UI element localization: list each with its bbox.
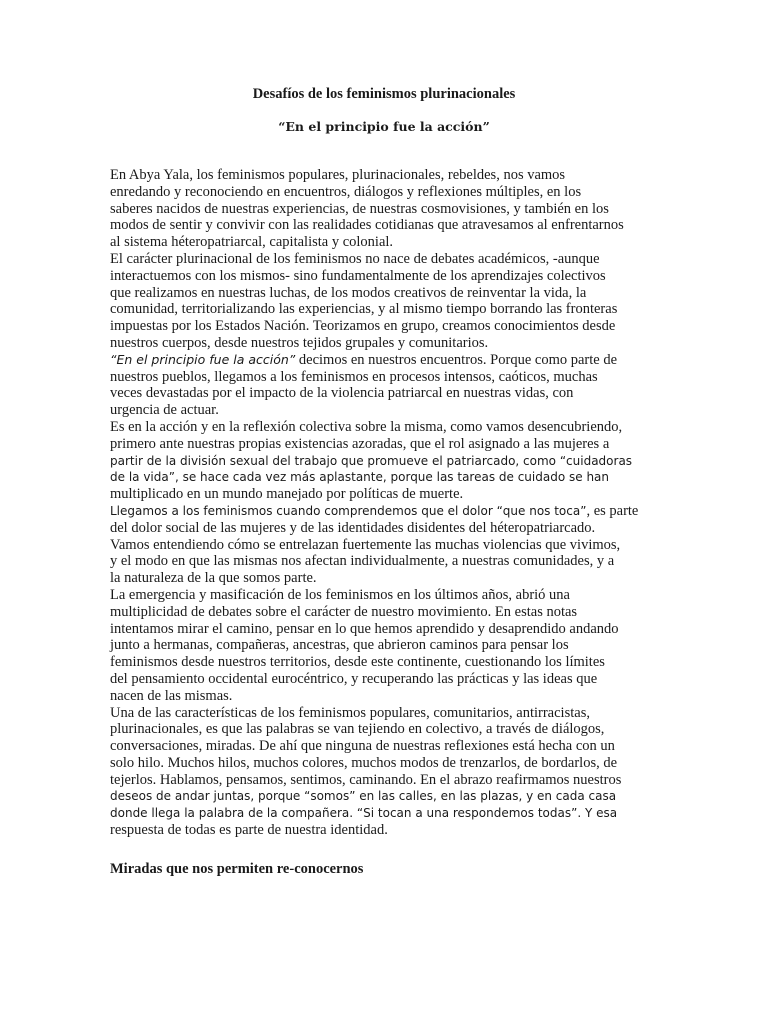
italic-quote: “En el principio fue la acción” bbox=[110, 351, 296, 367]
body-line-quote bbox=[110, 352, 670, 369]
body-line: Una de las características de los feminismos populares, comunitarios, antirracistas, bbox=[110, 704, 590, 721]
body-line: modos de sentir y convivir con las realidades cotidianas que atravesamos al enfrentarnos bbox=[110, 217, 624, 234]
body-line: nacen de las mismas. bbox=[110, 687, 233, 704]
body-text bbox=[110, 167, 670, 839]
body-line: conversaciones, miradas. De ahí que ninguna de nuestras reflexiones está hecha con un bbox=[110, 738, 615, 755]
body-line: Vamos entendiendo cómo se entrelazan fuertemente las muchas violencias que vivimos, bbox=[110, 536, 621, 553]
body-line: En Abya Yala, los feminismos populares, plurinacionales, rebeldes, nos vamos bbox=[110, 167, 566, 183]
body-line: respuesta de todas es parte de nuestra identidad. bbox=[110, 822, 388, 839]
body-line: interactuemos con los mismos- sino fundamentalmente de los aprendizajes colectivos bbox=[110, 267, 606, 284]
body-line: deseos de andar juntas, porque “somos” en las calles, en las plazas, y en cada casa bbox=[110, 789, 617, 804]
segment-continuation: , es parte bbox=[586, 502, 639, 519]
body-line: y el modo en que las mismas nos afectan individualmente, a nuestras comunidades, y a bbox=[110, 553, 615, 570]
body-line: de la vida”, se hace cada vez más aplastante, porque las tareas de cuidado se han bbox=[110, 470, 610, 485]
quote-continuation: decimos en nuestros encuentros. Porque como parte de bbox=[295, 351, 618, 368]
body-line: partir de la división sexual del trabajo que promueve el patriarcado, como “cuidadoras bbox=[110, 453, 633, 468]
document-title: Desafíos de los feminismos plurinacionales bbox=[252, 86, 516, 102]
alt-font-segment: Llegamos a los feminismos cuando comprendemos que el dolor “que nos toca” bbox=[110, 503, 587, 518]
body-line: que realizamos en nuestras luchas, de los modos creativos de reinventar la vida, la bbox=[110, 284, 587, 301]
body-line: multiplicidad de debates sobre el carácter de nuestro movimiento. En estas notas bbox=[110, 603, 578, 620]
body-line: solo hilo. Muchos hilos, muchos colores, muchos modos de trenzarlos, de bordarlos, de bbox=[110, 754, 618, 771]
body-line: junto a hermanas, compañeras, ancestras, que abrieron caminos para pensar los bbox=[110, 637, 569, 654]
body-line: del pensamiento occidental eurocéntrico, y recuperando las prácticas y las ideas que bbox=[110, 670, 598, 687]
body-line: primero ante nuestras propias existencias azoradas, que el rol asignado a las mujeres a bbox=[110, 435, 610, 452]
body-line: del dolor social de las mujeres y de las identidades disidentes del héteropatriarcado. bbox=[110, 519, 596, 536]
body-line: multiplicado en un mundo manejado por políticas de muerte. bbox=[110, 486, 464, 503]
body-line: tejerlos. Hablamos, pensamos, sentimos, caminando. En el abrazo reafirmamos nuestros bbox=[110, 771, 622, 788]
body-line-mixed bbox=[110, 503, 670, 520]
body-line: plurinacionales, es que las palabras se van tejiendo en colectivo, a través de diálogos, bbox=[110, 721, 605, 738]
body-line: enredando y reconociendo en encuentros, diálogos y reflexiones múltiples, en los bbox=[110, 183, 582, 200]
body-line: urgencia de actuar. bbox=[110, 402, 219, 419]
body-line: impuestas por los Estados Nación. Teorizamos en grupo, creamos conocimientos desde bbox=[110, 318, 616, 335]
body-line: donde llega la palabra de la compañera. “Si tocan a una respondemos todas”. Y esa bbox=[110, 806, 618, 821]
body-line: El carácter plurinacional de los feminismos no nace de debates académicos, -aunque bbox=[110, 250, 600, 267]
body-line: saberes nacidos de nuestras experiencias, de nuestras cosmovisiones, y también en los bbox=[110, 200, 609, 217]
body-line: Es en la acción y en la reflexión colectiva sobre la misma, como vamos desencubriendo, bbox=[110, 418, 623, 435]
body-line: nuestros pueblos, llegamos a los feminismos en procesos intensos, caóticos, muchas bbox=[110, 368, 598, 385]
body-line: al sistema héteropatriarcal, capitalista y colonial. bbox=[110, 234, 394, 251]
body-line: nuestros cuerpos, desde nuestros tejidos grupales y comunitarios. bbox=[110, 334, 489, 351]
body-line: La emergencia y masificación de los feminismos en los últimos años, abrió una bbox=[110, 586, 570, 603]
document-subtitle: “En el principio fue la acción” bbox=[278, 119, 490, 134]
body-line: feminismos desde nuestros territorios, desde este continente, cuestionando los límites bbox=[110, 654, 605, 671]
body-line: la naturaleza de la que somos parte. bbox=[110, 570, 317, 587]
body-line: comunidad, territorializando las experiencias, y al mismo tiempo borrando las fronteras bbox=[110, 301, 618, 318]
section-heading: Miradas que nos permiten re-conocernos bbox=[110, 861, 364, 877]
body-line: intentamos mirar el camino, pensar en lo que hemos aprendido y desaprendido andando bbox=[110, 620, 619, 637]
body-line: veces devastadas por el impacto de la violencia patriarcal en nuestras vidas, con bbox=[110, 385, 574, 402]
